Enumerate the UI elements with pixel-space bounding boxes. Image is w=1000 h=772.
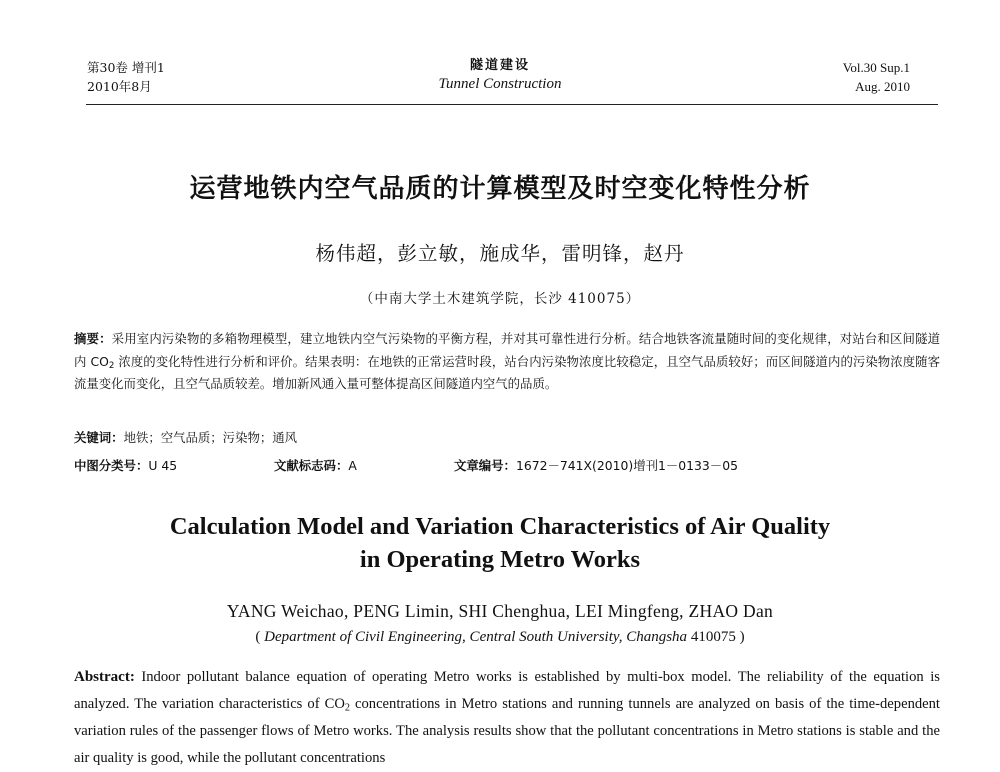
article-id bbox=[454, 456, 738, 474]
paper-title-cn: 运营地铁内空气品质的计算模型及时空变化特性分析 bbox=[189, 174, 811, 204]
header-rule bbox=[86, 104, 938, 105]
clc-value: U 45 bbox=[148, 458, 178, 473]
document-code bbox=[274, 456, 357, 474]
affiliation-en-close: ) bbox=[735, 629, 745, 645]
abstract-cn-subscript: 2 bbox=[108, 360, 115, 371]
doc-code-value: A bbox=[348, 458, 357, 473]
abstract-cn bbox=[74, 328, 940, 396]
classification-row bbox=[74, 456, 940, 476]
authors-cn: 杨伟超，彭立敏，施成华，雷明锋，赵丹 bbox=[315, 242, 685, 265]
paper-title-en-line1: Calculation Model and Variation Characteristics of Air Quality bbox=[169, 513, 831, 540]
journal-name-en: Tunnel Construction bbox=[438, 76, 562, 92]
affiliation-cn: （中南大学土木建筑学院，长沙 410075） bbox=[359, 291, 641, 307]
date-en: Aug. 2010 bbox=[855, 79, 910, 94]
abstract-en-text-1: Indoor pollutant balance equation of operating Metro works is established by multi-box model. The reliability of the equation is analyzed. The variation characteristics of CO bbox=[74, 669, 940, 712]
paper-title-en bbox=[0, 510, 1000, 576]
volume-issue-en: Vol.30 Sup.1 bbox=[842, 60, 910, 75]
affiliation-en-open: ( bbox=[255, 629, 265, 645]
doc-code-label: 文献标志码： bbox=[274, 458, 349, 473]
keywords-cn-text: 地铁；空气品质；污染物；通风 bbox=[123, 430, 298, 445]
clc-label: 中图分类号： bbox=[74, 458, 149, 473]
affiliation-en-code: 410075 bbox=[687, 629, 736, 645]
article-id-label: 文章编号： bbox=[454, 458, 516, 473]
abstract-en-label: Abstract: bbox=[74, 669, 135, 685]
abstract-cn-label: 摘要： bbox=[74, 331, 112, 346]
abstract-en-subscript: 2 bbox=[344, 702, 350, 714]
journal-volume-info bbox=[843, 58, 910, 96]
abstract-en-text-2: concentrations in Metro stations and running tunnels are analyzed on basis of the time-dependent variation rules of the passenger flows of Metro works. The analysis results show that the pollutant concentrations in Metro stations is stable and the air quality is good, while the pollutant concentrations bbox=[74, 696, 940, 766]
volume-issue-cn: 第30卷 增刊1 bbox=[87, 60, 165, 75]
paper-title-en-line2: in Operating Metro Works bbox=[359, 546, 641, 573]
affiliation-en-text: Department of Civil Engineering, Central South University, Changsha bbox=[264, 629, 688, 645]
affiliation-en bbox=[0, 629, 1000, 646]
keywords-cn-label: 关键词： bbox=[74, 430, 124, 445]
clc-number bbox=[74, 456, 177, 474]
journal-name-cn: 隧道建设 bbox=[469, 58, 530, 73]
abstract-cn-text-2: 浓度的变化特性进行分析和评价。结果表明：在地铁的正常运营时段，站台内污染物浓度比较稳定，且空气品质较好；而区间隧道内的污染物浓度随客流量变化而变化，且空气品质较差。增加新风通入量可整体提高区间隧道内空气的品质。 bbox=[74, 353, 940, 391]
keywords-cn bbox=[74, 428, 297, 446]
article-id-value: 1672－741X(2010)增刊1－0133－05 bbox=[515, 458, 738, 473]
abstract-cn-text-1: 采用室内污染物的多箱物理模型，建立地铁内空气污染物的平衡方程，并对其可靠性进行分析。结合地铁客流量随时间的变化规律，对站台和区间隧道内 CO bbox=[74, 331, 941, 369]
authors-en: YANG Weichao, PENG Limin, SHI Chenghua, LEI Mingfeng, ZHAO Dan bbox=[226, 601, 774, 621]
abstract-en bbox=[74, 664, 940, 772]
date-cn: 2010年8月 bbox=[87, 79, 152, 94]
